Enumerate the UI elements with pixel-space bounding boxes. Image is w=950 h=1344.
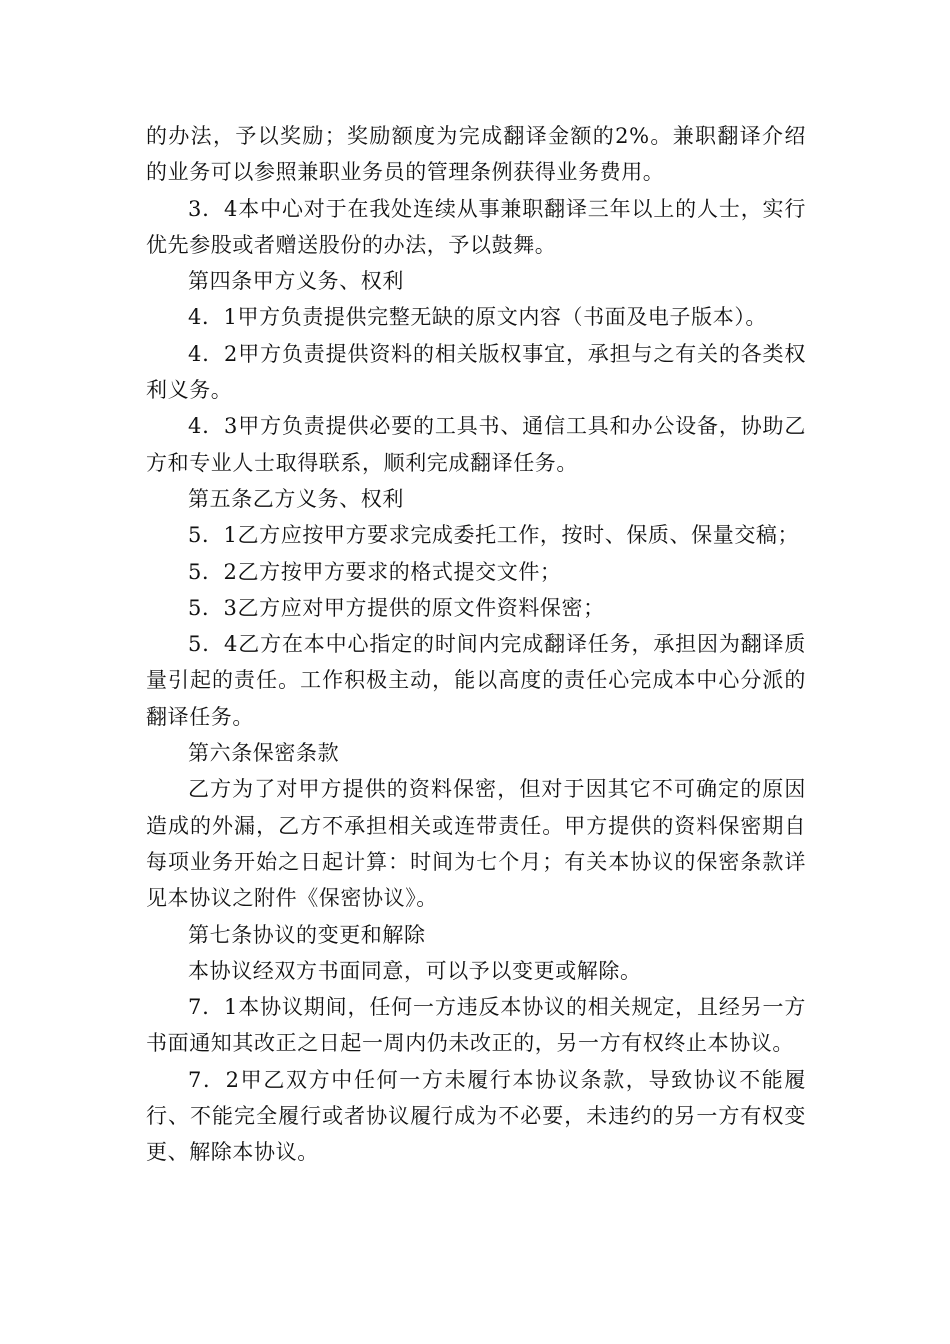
paragraph-7-1: 7．1本协议期间，任何一方违反本协议的相关规定，且经另一方书面通知其改正之日起一周内仍未改正的，另一方有权终止本协议。 bbox=[146, 995, 806, 1056]
paragraph-reward-continued: 的办法，予以奖励；奖励额度为完成翻译金额的2%。兼职翻译介绍的业务可以参照兼职业务员的管理条例获得业务费用。 bbox=[146, 124, 806, 185]
paragraph-5-1: 5．1乙方应按甲方要求完成委托工作，按时、保质、保量交稿； bbox=[188, 523, 800, 548]
document-body bbox=[146, 118, 806, 1171]
paragraph-3-4: 3．4本中心对于在我处连续从事兼职翻译三年以上的人士，实行优先参股或者赠送股份的办法，予以鼓舞。 bbox=[146, 196, 806, 257]
paragraph-5-4: 5．4乙方在本中心指定的时间内完成翻译任务，承担因为翻译质量引起的责任。工作积极主动，能以高度的责任心完成本中心分派的翻译任务。 bbox=[146, 632, 806, 729]
paragraph-7-2: 7．2甲乙双方中任何一方未履行本协议条款，导致协议不能履行、不能完全履行或者协议履行成为不必要，未违约的另一方有权变更、解除本协议。 bbox=[146, 1067, 806, 1165]
heading-article-7: 第七条协议的变更和解除 bbox=[188, 922, 426, 947]
paragraph-amendment: 本协议经双方书面同意，可以予以变更或解除。 bbox=[188, 958, 642, 983]
paragraph-4-1: 4．1甲方负责提供完整无缺的原文内容（书面及电子版本）。 bbox=[188, 305, 768, 330]
paragraph-confidentiality: 乙方为了对甲方提供的资料保密，但对于因其它不可确定的原因造成的外漏，乙方不承担相关或连带责任。甲方提供的资料保密期自每项业务开始之日起计算：时间为七个月；有关本协议的保密条款详见本协议之附件《保密协议》。 bbox=[146, 777, 806, 911]
paragraph-4-2: 4．2甲方负责提供资料的相关版权事宜，承担与之有关的各类权利义务。 bbox=[146, 341, 806, 403]
paragraph-5-2: 5．2乙方按甲方要求的格式提交文件； bbox=[188, 559, 562, 584]
heading-article-5: 第五条乙方义务、权利 bbox=[188, 486, 404, 511]
paragraph-5-3: 5．3乙方应对甲方提供的原文件资料保密； bbox=[188, 595, 605, 620]
paragraph-4-3: 4．3甲方负责提供必要的工具书、通信工具和办公设备，协助乙方和专业人士取得联系，顺利完成翻译任务。 bbox=[146, 414, 806, 475]
heading-article-6: 第六条保密条款 bbox=[188, 741, 340, 766]
heading-article-4: 第四条甲方义务、权利 bbox=[188, 269, 404, 294]
